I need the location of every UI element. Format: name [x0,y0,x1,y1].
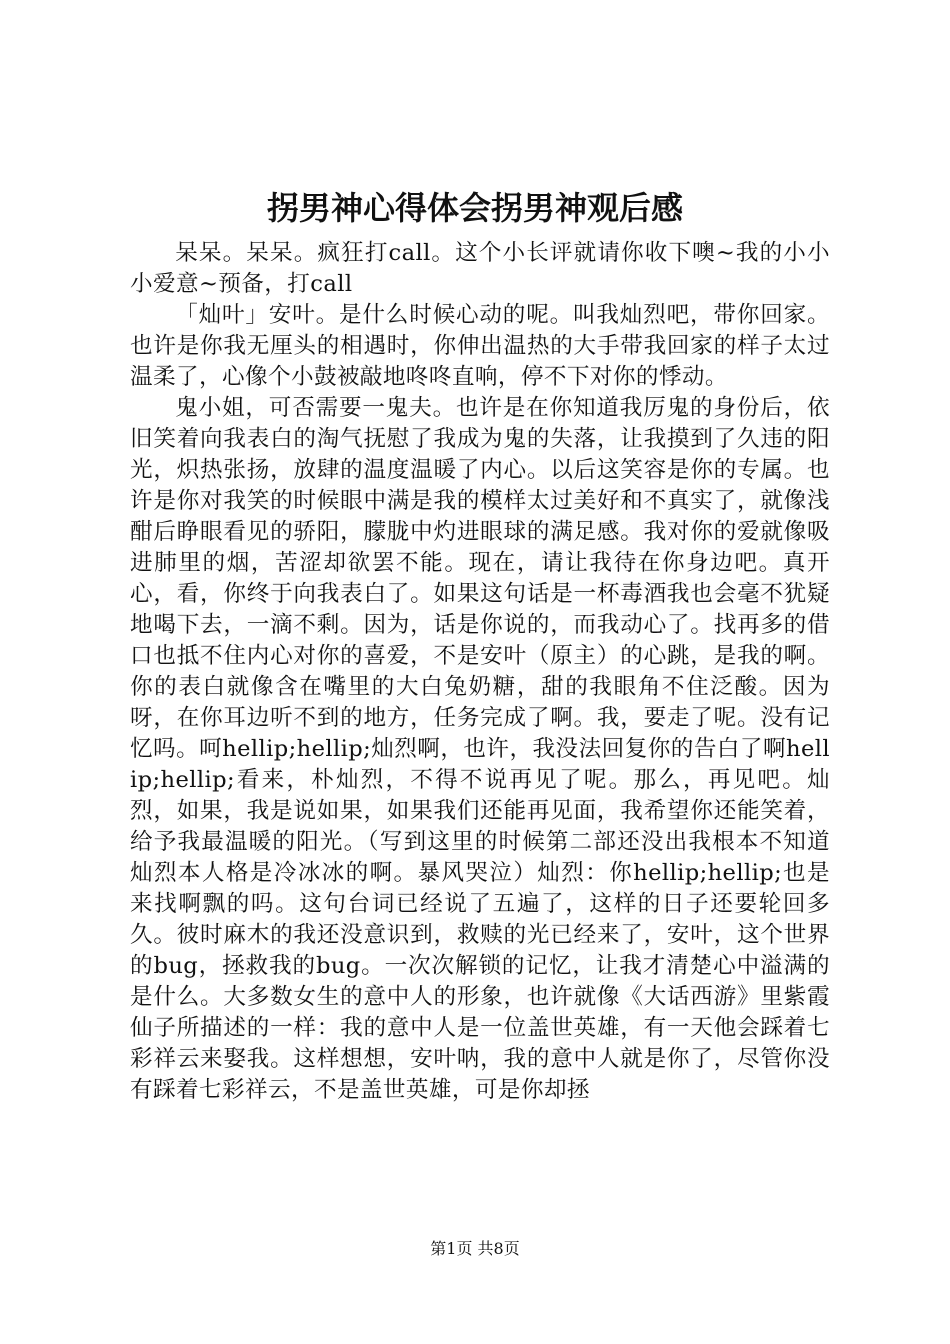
paragraph-2: 「灿叶」安叶。是什么时候心动的呢。叫我灿烈吧，带你回家。也许是你我无厘头的相遇时，你伸出温热的大手带我回家的样子太过温柔了，心像个小鼓被敲地咚咚直响，停不下对你的悸动。 [130,302,830,390]
document-body [130,238,830,1106]
page-number-footer: 第1页 共8页 [430,1239,520,1258]
paragraph-1: 呆呆。呆呆。疯狂打call。这个小长评就请你收下噢~我的小小小爱意~预备，打call [130,240,830,297]
document-title: 拐男神心得体会拐男神观后感 [266,189,683,227]
paragraph-3: 鬼小姐，可否需要一鬼夫。也许是在你知道我厉鬼的身份后，依旧笑着向我表白的淘气抚慰了我成为鬼的失落，让我摸到了久违的阳光，炽热张扬，放肆的温度温暖了内心。以后这笑容是你的专属。也许是你对我笑的时候眼中满是我的模样太过美好和不真实了，就像浅酣后睁眼看见的骄阳，朦胧中灼进眼球的满足感。我对你的爱就像吸进肺里的烟，苦涩却欲罢不能。现在，请让我待在你身边吧。真开心，看，你终于向我表白了。如果这句话是一杯毒酒我也会毫不犹疑地喝下去，一滴不剩。因为，话是你说的，而我动心了。找再多的借口也抵不住内心对你的喜爱，不是安叶（原主）的心跳，是我的啊。你的表白就像含在嘴里的大白兔奶糖，甜的我眼角不住泛酸。因为呀，在你耳边听不到的地方，任务完成了啊。我，要走了呢。没有记忆吗。呵hellip;hellip;灿烈啊，也许，我没法回复你的告白了啊hellip;hellip;看来，朴灿烈，不得不说再见了呢。那么，再见吧。灿烈，如果，我是说如果，如果我们还能再见面，我希望你还能笑着，给予我最温暖的阳光。（写到这里的时候第二部还没出我根本不知道灿烈本人格是冷冰冰的啊。暴风哭泣）灿烈：你hellip;hellip;也是来找啊飘的吗。这句台词已经说了五遍了，这样的日子还要轮回多久。彼时麻木的我还没意识到，救赎的光已经来了，安叶，这个世界的bug，拯救我的bug。一次次解锁的记忆，让我才清楚心中溢满的是什么。大多数女生的意中人的形象，也许就像《大话西游》里紫霞仙子所描述的一样：我的意中人是一位盖世英雄，有一天他会踩着七彩祥云来娶我。这样想想，安叶呐，我的意中人就是你了，尽管你没有踩着七彩祥云，不是盖世英雄，可是你却拯 [130,395,830,1103]
